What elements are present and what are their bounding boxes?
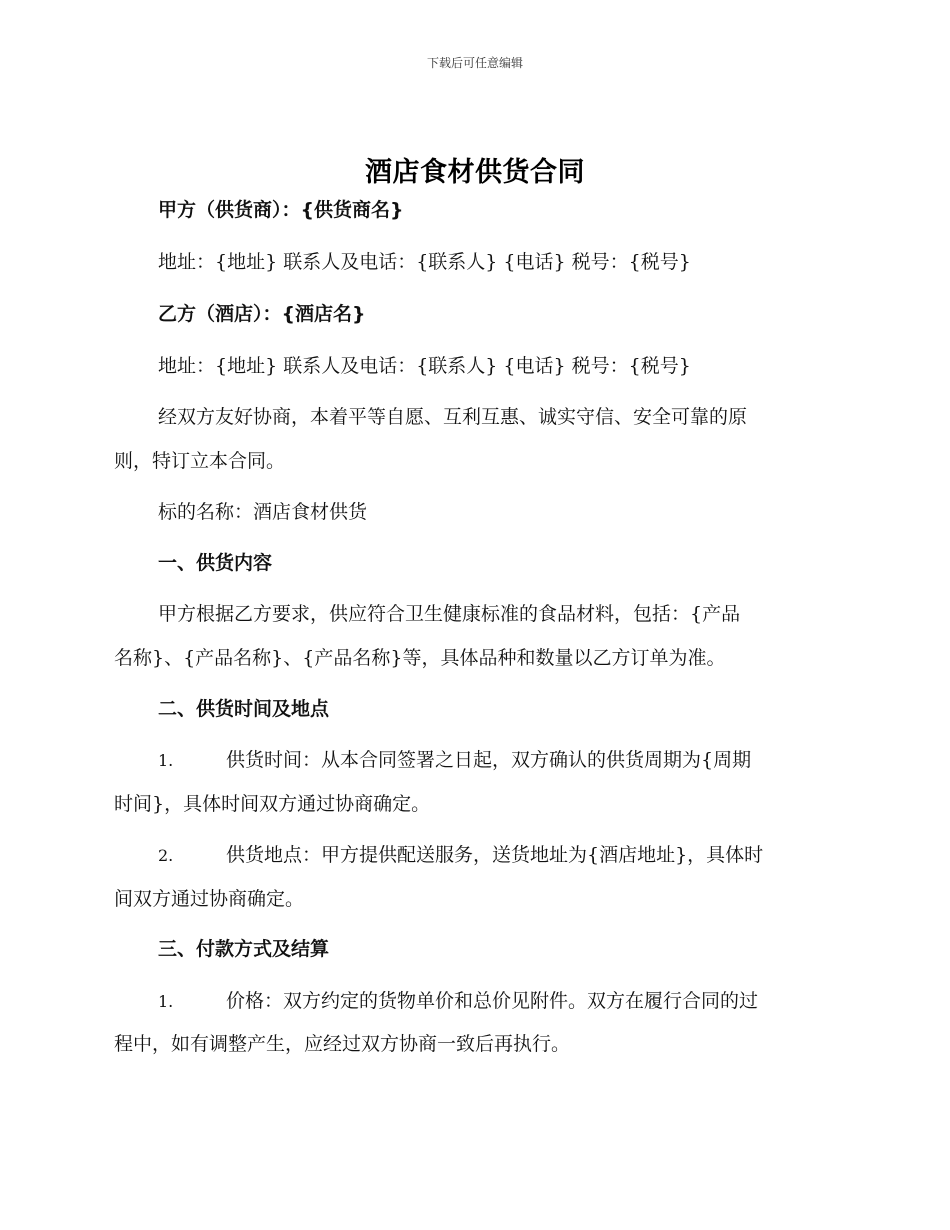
section-3-heading: 三、付款方式及结算 — [158, 938, 330, 960]
section-1-line-1: 甲方根据乙方要求，供应符合卫生健康标准的食品材料，包括：{产品 — [158, 603, 741, 625]
section-1-heading: 一、供货内容 — [158, 552, 273, 574]
section-2-heading: 二、供货时间及地点 — [158, 698, 330, 720]
item-text-line-1: 供货地点：甲方提供配送服务，送货地址为{酒店地址}，具体时 — [226, 844, 764, 866]
header-note: 下载后可任意编辑 — [426, 56, 523, 70]
subject-line: 标的名称：酒店食材供货 — [158, 501, 368, 523]
item-number: 1. — [158, 992, 174, 1011]
party-b-heading: 乙方（酒店）：{酒店名} — [158, 303, 366, 325]
item-text-line-1: 价格：双方约定的货物单价和总价见附件。双方在履行合同的过 — [226, 990, 759, 1012]
section-3-item-1-line-2: 程中，如有调整产生，应经过双方协商一致后再执行。 — [114, 1033, 571, 1055]
section-2-item-1-line-2: 时间}，具体时间双方通过协商确定。 — [114, 793, 431, 815]
party-a-heading: 甲方（供货商）：{供货商名} — [158, 199, 404, 221]
section-1-line-2: 名称}、{产品名称}、{产品名称}等，具体品种和数量以乙方订单为准。 — [114, 647, 726, 669]
preamble-line-2: 则，特订立本合同。 — [114, 450, 286, 472]
item-text-line-1: 供货时间：从本合同签署之日起，双方确认的供货周期为{周期 — [226, 749, 752, 771]
section-2-item-2 — [158, 843, 763, 868]
section-2-item-2-line-2: 间双方通过协商确定。 — [114, 888, 305, 910]
section-3-item-1 — [158, 989, 758, 1014]
section-2-item-1 — [158, 748, 751, 773]
party-a-info: 地址：{地址} 联系人及电话：{联系人} {电话} 税号：{税号} — [158, 251, 691, 273]
item-number: 1. — [158, 751, 174, 770]
item-number: 2. — [158, 846, 174, 865]
preamble-line-1: 经双方友好协商，本着平等自愿、互利互惠、诚实守信、安全可靠的原 — [158, 406, 748, 428]
document-title: 酒店食材供货合同 — [365, 157, 585, 188]
party-b-info: 地址：{地址} 联系人及电话：{联系人} {电话} 税号：{税号} — [158, 355, 691, 377]
